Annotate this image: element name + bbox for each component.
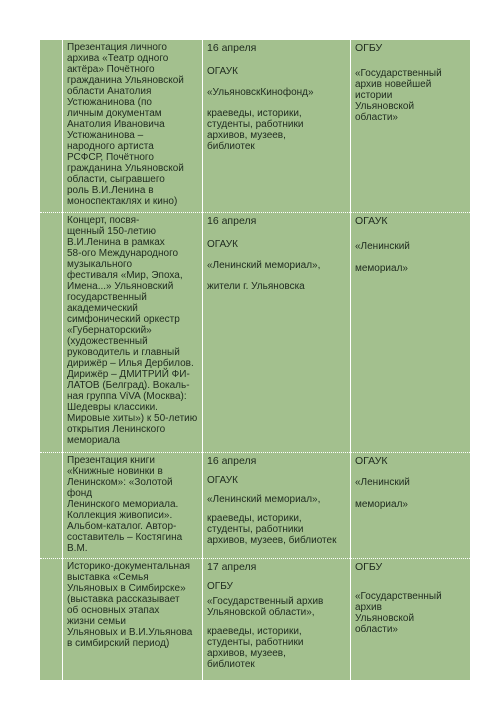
table-row (40, 40, 471, 212)
organizer-cell (351, 40, 471, 212)
organizer-abbreviation: ОГБУ (355, 42, 383, 54)
audience: краеведы, историки, студенты, работники архивов, музеев, библиотек (207, 512, 337, 546)
row-number-cell (40, 452, 63, 558)
table-row (40, 452, 471, 558)
date-venue-cell (203, 40, 351, 212)
audience: краеведы, историки, студенты, работники архивов, музеев, библиотек (207, 625, 304, 670)
venue-name: «УльяновскКинофонд» (207, 87, 314, 98)
venue-organization: ОГАУК (207, 474, 238, 486)
row-number-cell (40, 40, 63, 212)
event-description: Презентация книги «Книжные новинки в Ленинском»: «Золотой фонд Ленинского мемориала. Коллекция живописи». Альбом-каталог. Автор- составитель – Костягина В.М. (67, 454, 183, 554)
event-cell (63, 212, 203, 452)
organizer-abbreviation: ОГАУК (355, 214, 388, 227)
events-table (39, 40, 471, 681)
organizer-name: «Государственный архив новейшей истории Ульяновской области» (355, 68, 442, 123)
venue-name: «Ленинский мемориал», (207, 259, 321, 271)
organizer-cell (351, 212, 471, 452)
organizer-cell (351, 558, 471, 680)
event-description: Историко-документальная выставка «Семья Ульяновых в Симбирске» (выставка рассказывает об основных этапах жизни семьи Ульяновых и В.И.Ульянова в симбирский период) (67, 560, 193, 649)
event-date: 16 апреля (207, 214, 257, 227)
organizer-name: «Ленинский мемориал» (355, 240, 410, 274)
audience: жители г. Ульяновска (207, 280, 305, 292)
date-venue-cell (203, 212, 351, 452)
venue-organization: ОГБУ (207, 580, 233, 592)
venue-organization: ОГАУК (207, 66, 238, 77)
table-row (40, 558, 471, 680)
row-number-cell (40, 558, 63, 680)
venue-name: «Ленинский мемориал», (207, 493, 321, 505)
table-row (40, 212, 471, 452)
event-date: 16 апреля (207, 454, 257, 467)
organizer-cell (351, 452, 471, 558)
row-number-cell (40, 212, 63, 452)
organizer-abbreviation: ОГАУК (355, 454, 388, 467)
organizer-name: «Ленинский мемориал» (355, 476, 410, 510)
event-cell (63, 558, 203, 680)
event-cell (63, 40, 203, 212)
event-date: 16 апреля (207, 42, 257, 54)
venue-organization: ОГАУК (207, 238, 238, 250)
venue-name: «Государственный архив Ульяновской области», (207, 595, 324, 618)
organizer-abbreviation: ОГБУ (355, 560, 383, 573)
event-date: 17 апреля (207, 560, 257, 573)
audience: краеведы, историки, студенты, работники архивов, музеев, библиотек (207, 108, 304, 152)
organizer-name: «Государственный архив Ульяновской области» (355, 590, 442, 635)
date-venue-cell (203, 558, 351, 680)
event-description: Концерт, посвя- щенный 150-летию В.И.Ленина в рамках 58-ого Международного музыкального фестиваля «Мир, Эпоха, Имена...» Ульяновский государственный академический симфонический оркестр «Губернаторский» (художественный руководитель и главный дирижёр – Илья Дербилов. Дирижёр – ДМИТРИЙ ФИ- ЛАТОВ (Белград). Вокаль- ная группа ViVA (Москва): Шедевры классики. Мировые хиты») к 50-летию открытия Ленинского мемориала (67, 214, 198, 446)
event-description: Презентация личного архива «Театр одного актёра» Почётного гражданина Ульяновской области Анатолия Устюжанинова (по личным документам Анатолия Ивановича Устюжанинова – народного артиста РСФСР, Почётного гражданина Ульяновской области, сыгравшего роль В.И.Ленина в моноспектаклях и кино) (67, 42, 184, 207)
event-cell (63, 452, 203, 558)
date-venue-cell (203, 452, 351, 558)
